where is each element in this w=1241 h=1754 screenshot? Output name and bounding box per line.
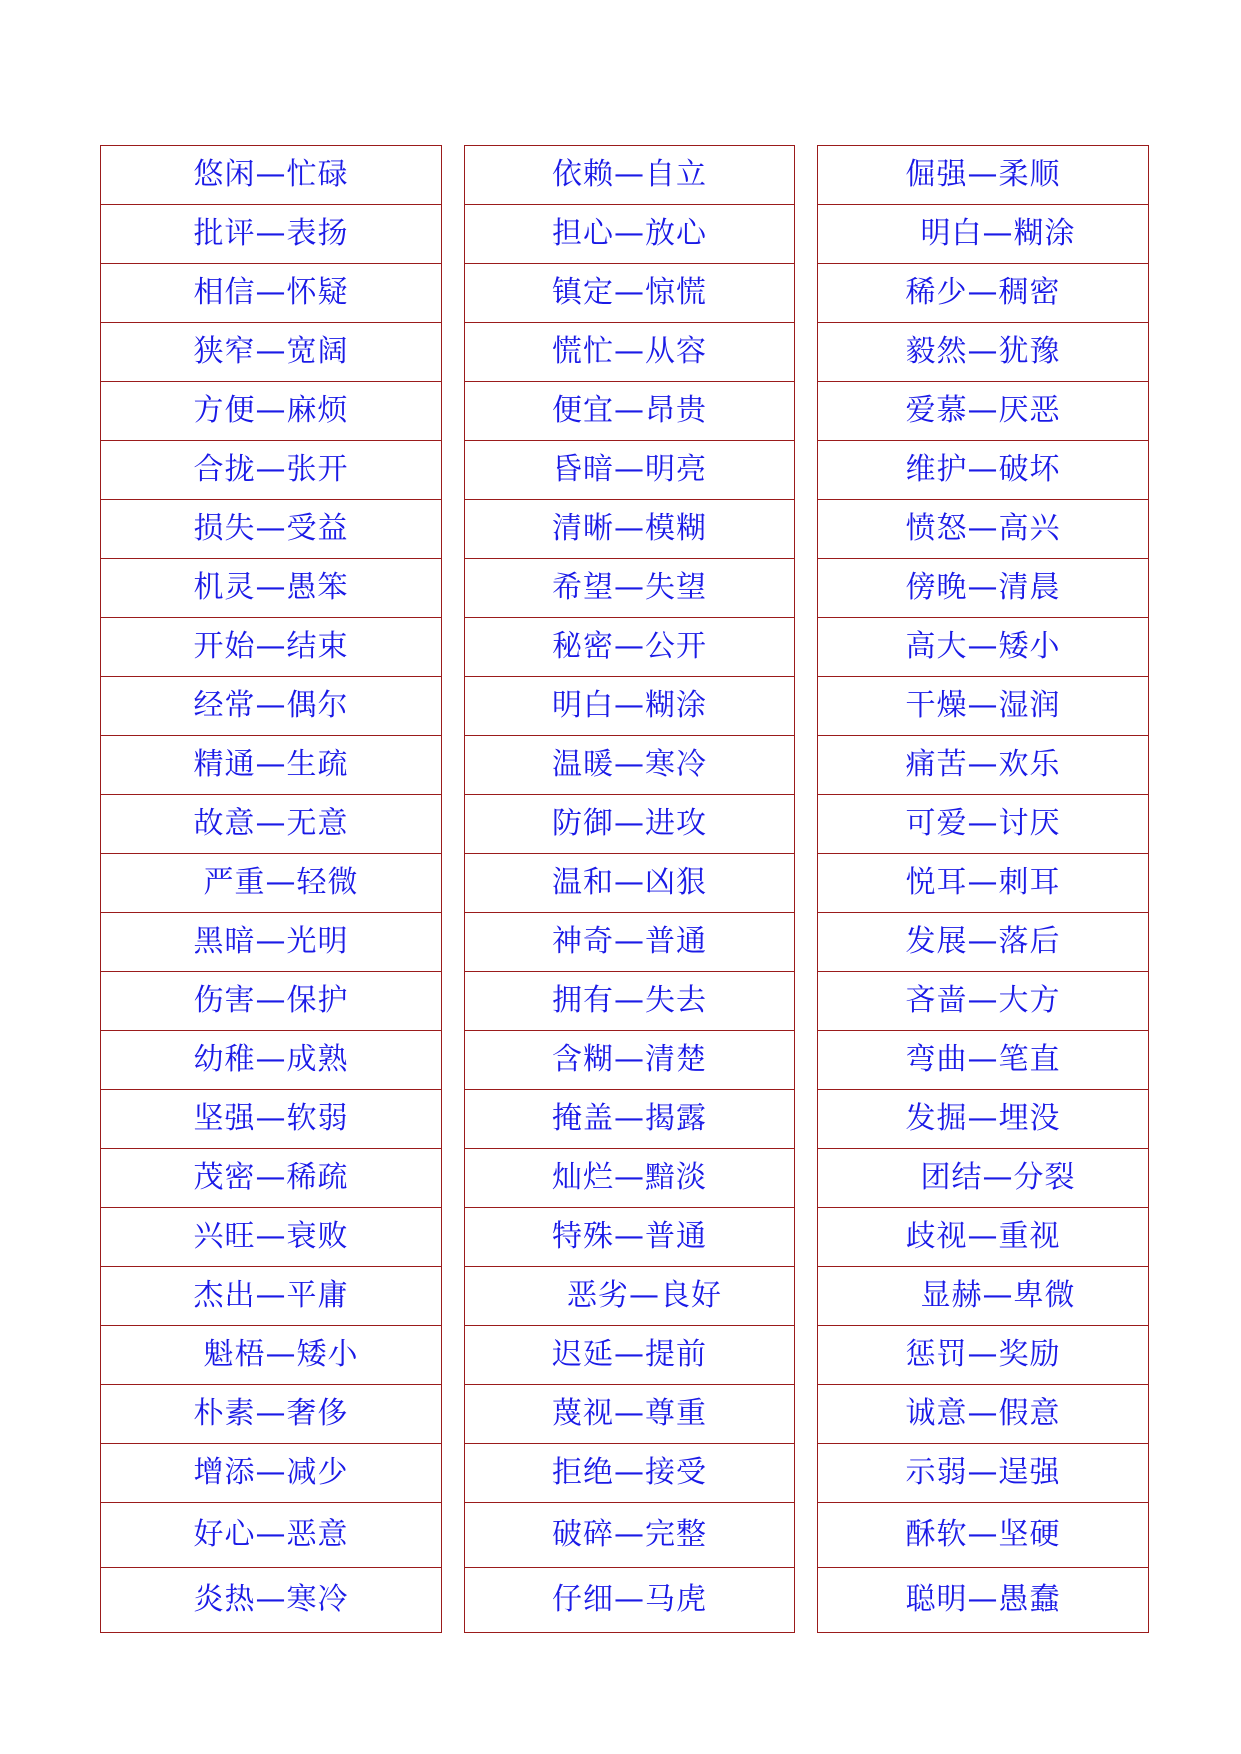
antonym-cell: 好心—恶意: [101, 1503, 442, 1568]
antonym-cell: 弯曲—笔直: [818, 1031, 1149, 1090]
antonym-cell: 悠闲—忙碌: [101, 146, 442, 205]
antonym-cell: 魁梧—矮小: [101, 1326, 442, 1385]
column-gap: [442, 1090, 465, 1149]
table-row: [101, 1208, 1149, 1267]
antonym-cell: 拒绝—接受: [465, 1444, 795, 1503]
column-gap: [442, 736, 465, 795]
table-row: [101, 559, 1149, 618]
antonym-cell: 明白—糊涂: [818, 205, 1149, 264]
antonym-cell: 傍晚—清晨: [818, 559, 1149, 618]
antonym-cell: 吝啬—大方: [818, 972, 1149, 1031]
antonym-cell: 仔细—马虎: [465, 1568, 795, 1633]
column-gap: [442, 618, 465, 677]
antonym-cell: 诚意—假意: [818, 1385, 1149, 1444]
table-row: [101, 618, 1149, 677]
column-gap: [795, 1326, 818, 1385]
antonym-cell: 慌忙—从容: [465, 323, 795, 382]
table-row: [101, 1503, 1149, 1568]
antonym-cell: 清晰—模糊: [465, 500, 795, 559]
column-gap: [442, 1326, 465, 1385]
antonym-cell: 相信—怀疑: [101, 264, 442, 323]
antonym-cell: 兴旺—衰败: [101, 1208, 442, 1267]
antonym-cell: 便宜—昂贵: [465, 382, 795, 441]
column-gap: [795, 1444, 818, 1503]
column-gap: [795, 1568, 818, 1633]
antonym-cell: 方便—麻烦: [101, 382, 442, 441]
antonym-cell: 开始—结束: [101, 618, 442, 677]
antonym-cell: 合拢—张开: [101, 441, 442, 500]
antonym-cell: 狭窄—宽阔: [101, 323, 442, 382]
column-gap: [795, 559, 818, 618]
antonym-cell: 拥有—失去: [465, 972, 795, 1031]
table-row: [101, 205, 1149, 264]
column-gap: [795, 323, 818, 382]
column-gap: [442, 264, 465, 323]
antonym-cell: 示弱—逞强: [818, 1444, 1149, 1503]
antonym-cell: 可爱—讨厌: [818, 795, 1149, 854]
column-gap: [795, 441, 818, 500]
table-row: [101, 795, 1149, 854]
table-row: [101, 854, 1149, 913]
column-gap: [795, 1090, 818, 1149]
column-gap: [795, 854, 818, 913]
column-gap: [795, 913, 818, 972]
antonym-cell: 神奇—普通: [465, 913, 795, 972]
antonym-cell: 伤害—保护: [101, 972, 442, 1031]
column-gap: [442, 972, 465, 1031]
antonym-cell: 含糊—清楚: [465, 1031, 795, 1090]
column-gap: [795, 972, 818, 1031]
column-gap: [442, 146, 465, 205]
antonym-cell: 损失—受益: [101, 500, 442, 559]
antonym-cell: 明白—糊涂: [465, 677, 795, 736]
antonym-cell: 黑暗—光明: [101, 913, 442, 972]
antonym-cell: 歧视—重视: [818, 1208, 1149, 1267]
antonym-cell: 聪明—愚蠢: [818, 1568, 1149, 1633]
column-gap: [795, 1267, 818, 1326]
antonym-cell: 秘密—公开: [465, 618, 795, 677]
antonym-cell: 朴素—奢侈: [101, 1385, 442, 1444]
antonym-cell: 茂密—稀疏: [101, 1149, 442, 1208]
antonym-cell: 特殊—普通: [465, 1208, 795, 1267]
column-gap: [795, 1385, 818, 1444]
antonym-cell: 掩盖—揭露: [465, 1090, 795, 1149]
column-gap: [795, 1031, 818, 1090]
antonym-cell: 爱慕—厌恶: [818, 382, 1149, 441]
antonym-cell: 镇定—惊慌: [465, 264, 795, 323]
table-row: [101, 323, 1149, 382]
antonym-cell: 担心—放心: [465, 205, 795, 264]
antonym-cell: 昏暗—明亮: [465, 441, 795, 500]
antonym-cell: 故意—无意: [101, 795, 442, 854]
column-gap: [442, 913, 465, 972]
antonym-cell: 蔑视—尊重: [465, 1385, 795, 1444]
antonym-cell: 炎热—寒冷: [101, 1568, 442, 1633]
column-gap: [795, 1503, 818, 1568]
column-gap: [442, 1503, 465, 1568]
column-gap: [442, 559, 465, 618]
column-gap: [795, 500, 818, 559]
table-row: [101, 382, 1149, 441]
antonym-cell: 依赖—自立: [465, 146, 795, 205]
antonym-cell: 希望—失望: [465, 559, 795, 618]
column-gap: [442, 1267, 465, 1326]
column-gap: [442, 1568, 465, 1633]
column-gap: [795, 618, 818, 677]
antonym-cell: 幼稚—成熟: [101, 1031, 442, 1090]
antonym-cell: 精通—生疏: [101, 736, 442, 795]
column-gap: [795, 736, 818, 795]
antonym-cell: 坚强—软弱: [101, 1090, 442, 1149]
table-row: [101, 913, 1149, 972]
antonym-cell: 批评—表扬: [101, 205, 442, 264]
antonym-cell: 痛苦—欢乐: [818, 736, 1149, 795]
column-gap: [795, 1208, 818, 1267]
table-row: [101, 736, 1149, 795]
antonym-cell: 惩罚—奖励: [818, 1326, 1149, 1385]
table-row: [101, 1031, 1149, 1090]
column-gap: [442, 323, 465, 382]
column-gap: [442, 854, 465, 913]
column-gap: [442, 441, 465, 500]
table-row: [101, 1267, 1149, 1326]
column-gap: [795, 264, 818, 323]
antonym-cell: 高大—矮小: [818, 618, 1149, 677]
antonym-cell: 稀少—稠密: [818, 264, 1149, 323]
table-row: [101, 1090, 1149, 1149]
column-gap: [442, 205, 465, 264]
antonym-cell: 团结—分裂: [818, 1149, 1149, 1208]
column-gap: [795, 1149, 818, 1208]
column-gap: [442, 500, 465, 559]
column-gap: [442, 1385, 465, 1444]
column-gap: [442, 795, 465, 854]
column-gap: [442, 677, 465, 736]
antonym-cell: 发掘—埋没: [818, 1090, 1149, 1149]
antonym-cell: 倔强—柔顺: [818, 146, 1149, 205]
column-gap: [795, 205, 818, 264]
antonym-cell: 酥软—坚硬: [818, 1503, 1149, 1568]
table-row: [101, 1326, 1149, 1385]
column-gap: [795, 146, 818, 205]
table-row: [101, 677, 1149, 736]
antonym-table: [100, 145, 1149, 1633]
column-gap: [442, 382, 465, 441]
column-gap: [795, 795, 818, 854]
antonym-cell: 显赫—卑微: [818, 1267, 1149, 1326]
column-gap: [795, 677, 818, 736]
column-gap: [442, 1444, 465, 1503]
table-row: [101, 500, 1149, 559]
table-row: [101, 441, 1149, 500]
column-gap: [442, 1208, 465, 1267]
table-row: [101, 1385, 1149, 1444]
antonym-cell: 机灵—愚笨: [101, 559, 442, 618]
table-row: [101, 146, 1149, 205]
antonym-cell: 严重—轻微: [101, 854, 442, 913]
column-gap: [795, 382, 818, 441]
antonym-cell: 悦耳—刺耳: [818, 854, 1149, 913]
antonym-cell: 毅然—犹豫: [818, 323, 1149, 382]
antonym-cell: 干燥—湿润: [818, 677, 1149, 736]
antonym-cell: 杰出—平庸: [101, 1267, 442, 1326]
column-gap: [442, 1149, 465, 1208]
antonym-cell: 温和—凶狠: [465, 854, 795, 913]
antonym-cell: 维护—破坏: [818, 441, 1149, 500]
table-row: [101, 264, 1149, 323]
antonym-cell: 经常—偶尔: [101, 677, 442, 736]
antonym-cell: 防御—进攻: [465, 795, 795, 854]
antonym-cell: 恶劣—良好: [465, 1267, 795, 1326]
table-row: [101, 972, 1149, 1031]
table-row: [101, 1149, 1149, 1208]
antonym-cell: 灿烂—黯淡: [465, 1149, 795, 1208]
column-gap: [442, 1031, 465, 1090]
antonym-cell: 发展—落后: [818, 913, 1149, 972]
table-row: [101, 1568, 1149, 1633]
antonym-cell: 迟延—提前: [465, 1326, 795, 1385]
antonym-cell: 温暖—寒冷: [465, 736, 795, 795]
antonym-cell: 增添—减少: [101, 1444, 442, 1503]
antonym-cell: 破碎—完整: [465, 1503, 795, 1568]
table-row: [101, 1444, 1149, 1503]
antonym-cell: 愤怒—高兴: [818, 500, 1149, 559]
